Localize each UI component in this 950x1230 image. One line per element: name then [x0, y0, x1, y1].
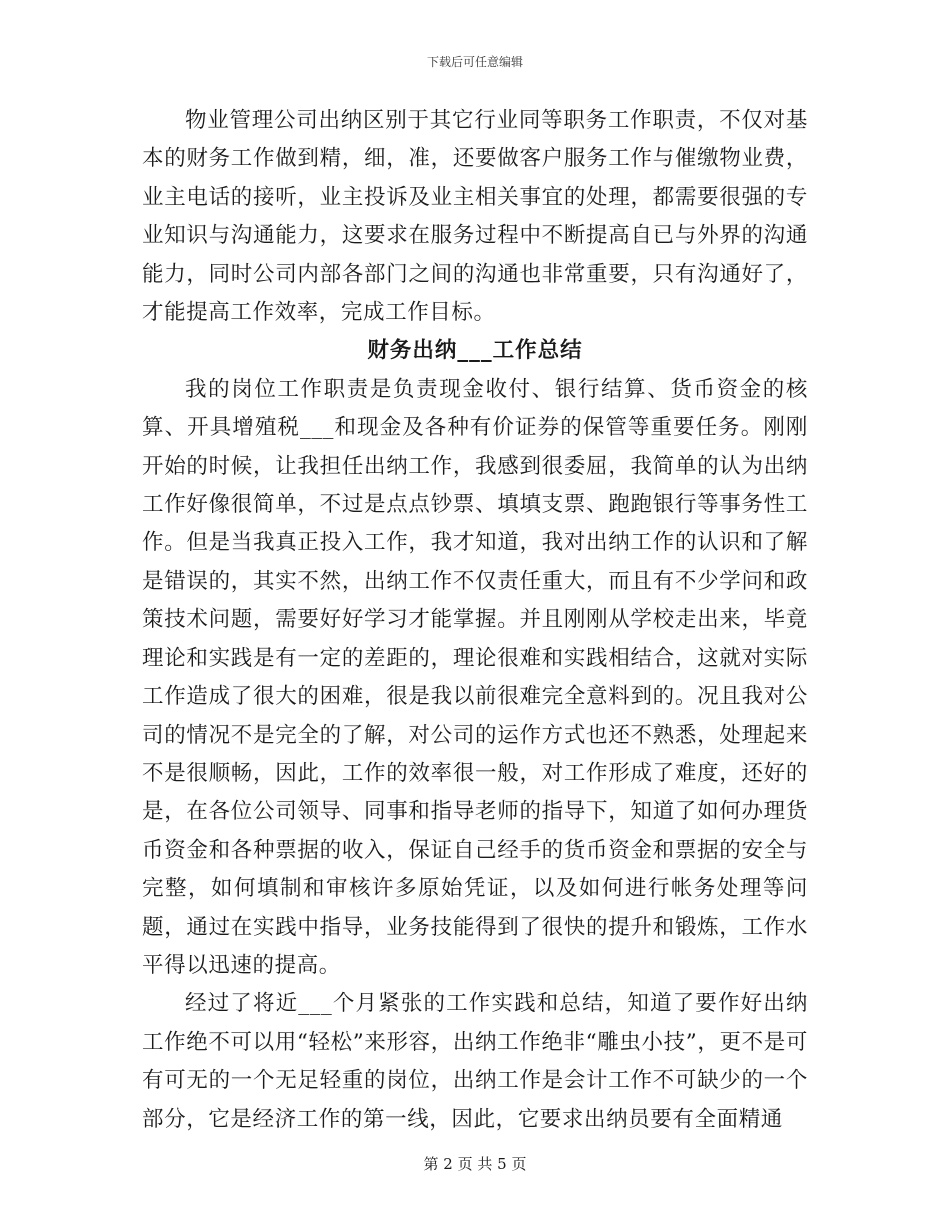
section-title: 财务出纳___工作总结	[367, 338, 583, 364]
body-paragraph-2: 经过了将近___个月紧张的工作实践和总结，知道了要作好出纳工作绝不可以用“轻松”来形容，出纳工作绝非“雕虫小技”，更不是可有可无的一个无足轻重的岗位，出纳工作是会计工作不可缺少的一个部分，它是经济工作的第一线，因此，它要求出纳员要有全面精通	[142, 991, 808, 1132]
intro-paragraph: 物业管理公司出纳区别于其它行业同等职务工作职责，不仅对基本的财务工作做到精，细，准，还要做客户服务工作与催缴物业费，业主电话的接听，业主投诉及业主相关事宜的处理，都需要很强的专业知识与沟通能力，这要求在服务过程中不断提高自已与外界的沟通能力，同时公司内部各部门之间的沟通也非常重要，只有沟通好了，才能提高工作效率，完成工作目标。	[142, 108, 808, 326]
body-paragraph-1: 我的岗位工作职责是负责现金收付、银行结算、货币资金的核算、开具增殖税___和现金及各种有价证券的保管等重要任务。刚刚开始的时候，让我担任出纳工作，我感到很委屈，我简单的认为出纳工作好像很简单，不过是点点钞票、填填支票、跑跑银行等事务性工作。但是当我真正投入工作，我才知道，我对出纳工作的认识和了解是错误的，其实不然，出纳工作不仅责任重大，而且有不少学问和政策技术问题，需要好好学习才能掌握。并且刚刚从学校走出来，毕竟理论和实践是有一定的差距的，理论很难和实践相结合，这就对实际工作造成了很大的困难，很是我以前很难完全意料到的。况且我对公司的情况不是完全的了解，对公司的运作方式也还不熟悉，处理起来不是很顺畅，因此，工作的效率很一般，对工作形成了难度，还好的是，在各位公司领导、同事和指导老师的指导下，知道了如何办理货币资金和各种票据的收入，保证自己经手的货币资金和票据的安全与完整，如何填制和审核许多原始凭证，以及如何进行帐务处理等问题，通过在实践中指导，业务技能得到了很快的提升和锻炼，工作水平得以迅速的提高。	[142, 376, 808, 978]
document-body	[142, 102, 808, 1139]
page-header-note: 下载后可任意编辑	[426, 55, 523, 69]
page-number-footer: 第 2 页 共 5 页	[423, 1155, 527, 1173]
